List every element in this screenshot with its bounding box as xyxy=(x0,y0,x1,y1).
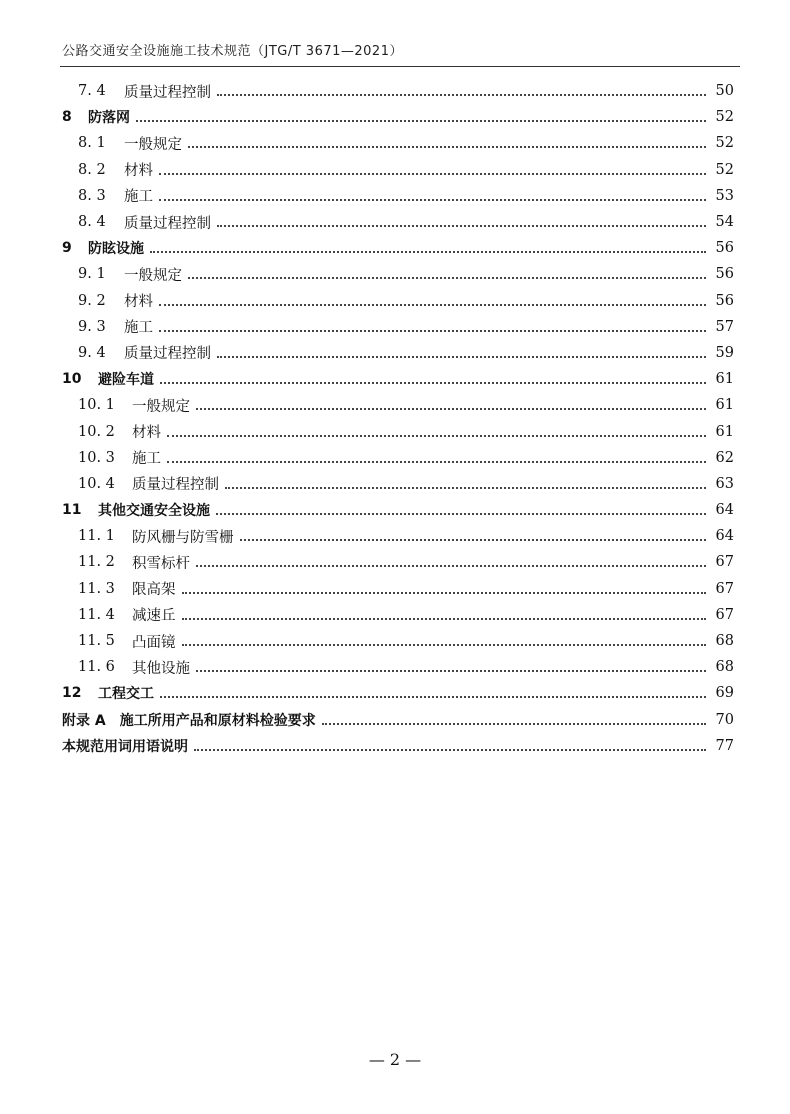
toc-entry-number: 11. 4 xyxy=(78,606,115,623)
toc-leader-dots xyxy=(159,290,706,306)
toc-entry-page: 52 xyxy=(715,135,734,152)
toc-entry-page: 56 xyxy=(715,266,734,283)
toc-leader-dots xyxy=(194,735,706,751)
toc-chapter-entry[interactable] xyxy=(62,104,734,130)
toc-entry-number: 9. 4 xyxy=(78,344,106,361)
toc-entry-number: 11. 3 xyxy=(78,580,115,597)
toc-entry-page: 53 xyxy=(715,187,734,204)
toc-leader-dots xyxy=(216,499,706,515)
toc-entry-title: 施工 xyxy=(124,189,153,206)
toc-entry-page: 57 xyxy=(715,318,734,335)
toc-leader-dots xyxy=(182,604,707,620)
toc-entry-page: 69 xyxy=(715,685,734,702)
toc-leader-dots xyxy=(196,394,706,410)
toc-entry-page: 56 xyxy=(715,240,734,257)
toc-entry-number: 8 xyxy=(62,109,72,126)
toc-entry-page: 67 xyxy=(715,606,734,623)
toc-entry-number: 8. 4 xyxy=(78,214,106,231)
toc-entry-number: 10. 1 xyxy=(78,397,115,414)
toc-leader-dots xyxy=(182,630,707,646)
toc-entry-page: 50 xyxy=(715,83,734,100)
toc-entry-number: 12 xyxy=(62,685,82,702)
toc-leader-dots xyxy=(167,421,706,437)
toc-entry-number: 9. 3 xyxy=(78,318,106,335)
header-rule xyxy=(60,66,740,67)
toc-entry-number: 10 xyxy=(62,371,82,388)
running-header: 公路交通安全设施施工技术规范（JTG/T 3671—2021） xyxy=(62,44,403,59)
toc-entry-page: 61 xyxy=(715,397,734,414)
toc-entry-title: 防落网 xyxy=(88,110,130,127)
toc-entry-title: 质量过程控制 xyxy=(124,215,211,232)
toc-entry-title: 质量过程控制 xyxy=(132,477,219,494)
toc-entry-title: 材料 xyxy=(132,425,161,442)
toc-leader-dots xyxy=(188,132,706,148)
table-of-contents xyxy=(62,78,734,759)
toc-leader-dots xyxy=(240,525,707,541)
toc-entry-page: 63 xyxy=(715,475,734,492)
toc-leader-dots xyxy=(160,682,706,698)
toc-section-entry[interactable] xyxy=(62,628,734,654)
toc-entry-page: 52 xyxy=(715,161,734,178)
toc-entry-title: 凸面镜 xyxy=(132,634,176,651)
toc-chapter-entry[interactable] xyxy=(62,235,734,261)
toc-entry-number: 9. 2 xyxy=(78,292,106,309)
toc-leader-dots xyxy=(160,368,706,384)
toc-entry-title: 施工 xyxy=(132,451,161,468)
toc-entry-page: 56 xyxy=(715,292,734,309)
toc-entry-number: 10. 3 xyxy=(78,449,115,466)
toc-entry-number: 附录 A xyxy=(62,712,106,729)
toc-section-entry[interactable] xyxy=(62,418,734,444)
toc-entry-title: 材料 xyxy=(124,294,153,311)
toc-leader-dots xyxy=(196,551,706,567)
toc-entry-page: 62 xyxy=(715,449,734,466)
toc-leader-dots xyxy=(136,106,706,122)
toc-entry-page: 61 xyxy=(715,423,734,440)
toc-entry-number: 9. 1 xyxy=(78,266,106,283)
toc-leader-dots xyxy=(322,709,706,725)
toc-entry-number: 8. 1 xyxy=(78,135,106,152)
toc-leader-dots xyxy=(217,211,706,227)
toc-chapter-entry[interactable] xyxy=(62,733,734,759)
toc-section-entry[interactable] xyxy=(62,549,734,575)
toc-entry-page: 68 xyxy=(715,633,734,650)
toc-entry-title: 避险车道 xyxy=(98,372,154,389)
toc-chapter-entry[interactable] xyxy=(62,680,734,706)
toc-entry-page: 64 xyxy=(715,502,734,519)
toc-section-entry[interactable] xyxy=(62,157,734,183)
toc-leader-dots xyxy=(159,185,706,201)
toc-entry-number: 11. 6 xyxy=(78,659,115,676)
toc-section-entry[interactable] xyxy=(62,523,734,549)
toc-entry-title: 一般规定 xyxy=(124,267,182,284)
toc-leader-dots xyxy=(196,656,706,672)
toc-section-entry[interactable] xyxy=(62,445,734,471)
toc-entry-title: 减速丘 xyxy=(132,608,176,625)
toc-chapter-entry[interactable] xyxy=(62,497,734,523)
toc-section-entry[interactable] xyxy=(62,261,734,287)
toc-entry-number: 11. 2 xyxy=(78,554,115,571)
toc-section-entry[interactable] xyxy=(62,576,734,602)
toc-entry-page: 68 xyxy=(715,659,734,676)
toc-section-entry[interactable] xyxy=(62,130,734,156)
toc-entry-page: 52 xyxy=(715,109,734,126)
toc-chapter-entry[interactable] xyxy=(62,707,734,733)
toc-entry-page: 77 xyxy=(715,737,734,754)
toc-entry-number: 7. 4 xyxy=(78,83,106,100)
toc-section-entry[interactable] xyxy=(62,288,734,314)
toc-leader-dots xyxy=(217,342,706,358)
toc-leader-dots xyxy=(182,578,707,594)
toc-entry-title: 质量过程控制 xyxy=(124,84,211,101)
toc-leader-dots xyxy=(167,447,706,463)
toc-entry-title: 施工所用产品和原材料检验要求 xyxy=(119,712,316,729)
toc-entry-title: 防眩设施 xyxy=(88,241,144,258)
toc-entry-page: 54 xyxy=(715,214,734,231)
toc-entry-title: 积雪标杆 xyxy=(132,555,190,572)
toc-section-entry[interactable] xyxy=(62,209,734,235)
toc-entry-title: 本规范用词用语说明 xyxy=(62,738,188,755)
toc-leader-dots xyxy=(159,159,706,175)
toc-entry-title: 一般规定 xyxy=(124,136,182,153)
toc-entry-page: 67 xyxy=(715,554,734,571)
toc-entry-number: 11. 5 xyxy=(78,633,115,650)
toc-entry-number: 8. 3 xyxy=(78,187,106,204)
toc-entry-page: 59 xyxy=(715,344,734,361)
toc-section-entry[interactable] xyxy=(62,183,734,209)
toc-entry-number: 9 xyxy=(62,240,72,257)
toc-leader-dots xyxy=(217,80,706,96)
page-number: — 2 — xyxy=(368,1050,422,1069)
toc-entry-title: 其他交通安全设施 xyxy=(98,503,210,520)
toc-section-entry[interactable] xyxy=(62,392,734,418)
toc-leader-dots xyxy=(225,473,706,489)
toc-entry-page: 64 xyxy=(715,528,734,545)
toc-section-entry[interactable] xyxy=(62,340,734,366)
toc-entry-title: 防风栅与防雪栅 xyxy=(132,529,234,546)
toc-leader-dots xyxy=(150,237,706,253)
toc-entry-number: 11. 1 xyxy=(78,528,115,545)
toc-entry-title: 限高架 xyxy=(132,582,176,599)
toc-entry-title: 施工 xyxy=(124,320,153,337)
toc-leader-dots xyxy=(159,316,706,332)
toc-entry-number: 10. 4 xyxy=(78,475,115,492)
toc-section-entry[interactable] xyxy=(62,471,734,497)
toc-entry-number: 8. 2 xyxy=(78,161,106,178)
toc-entry-title: 质量过程控制 xyxy=(124,346,211,363)
toc-entry-title: 工程交工 xyxy=(98,686,154,703)
toc-leader-dots xyxy=(188,263,706,279)
toc-entry-page: 70 xyxy=(715,711,734,728)
toc-entry-title: 一般规定 xyxy=(132,398,190,415)
toc-section-entry[interactable] xyxy=(62,602,734,628)
toc-entry-page: 61 xyxy=(715,371,734,388)
toc-entry-title: 材料 xyxy=(124,163,153,180)
toc-section-entry[interactable] xyxy=(62,314,734,340)
toc-chapter-entry[interactable] xyxy=(62,366,734,392)
toc-entry-page: 67 xyxy=(715,580,734,597)
toc-section-entry[interactable] xyxy=(62,654,734,680)
toc-section-entry[interactable] xyxy=(62,78,734,104)
toc-entry-number: 10. 2 xyxy=(78,423,115,440)
toc-entry-title: 其他设施 xyxy=(132,660,190,677)
toc-entry-number: 11 xyxy=(62,502,82,519)
